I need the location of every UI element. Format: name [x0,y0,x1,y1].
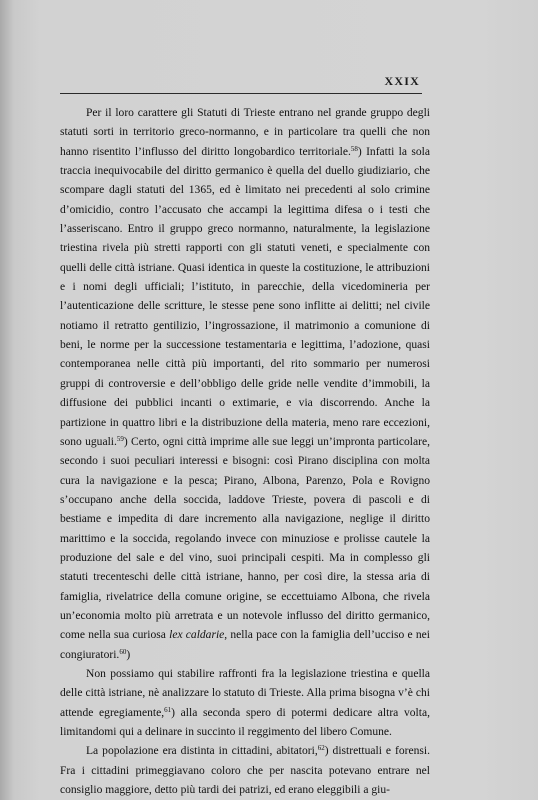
page-number: XXIX [384,74,420,88]
italic-term: lex caldarie [169,629,225,642]
footnote-ref-60: 60 [119,647,127,656]
paragraph-3 [60,742,430,800]
paragraph-2 [60,665,430,742]
text-segment: Non possiamo qui stabilire raffronti fra la legislazione triestina e quella delle città istriane, nè analizzare lo statuto di Trieste. Alla prima bisogna v’è chi attende egregiamente, [60,667,430,719]
text-segment: ) [126,648,131,661]
text-segment: ) Certo, ogni città imprime alle sue leggi un’impronta particolare, secondo i suoi peculiari interessi e bisogni: così Pirano disciplina con molta cura la navigazione e la pesca; Pirano, Albona, Parenzo, Pola e Rovigno s’occupano anche della soccida, laddove Trieste, povera di pascoli e di bestiame e impedita di dare incremento alla navigazione, neglige il diritto marittimo e la soccida, regolando invece con minuziose e prolisse cautele la produzione del sale e del vino, suoi principali cespiti. Ma in complesso gli statuti trecenteschi delle città istriane, hanno, per così dire, la stessa aria di famiglia, rivelatrice della comune origine, se eccettuiamo Albona, che rivela un’economia molto più arretrata e un notevole influsso del diritto germanico, come nella sua curiosa [60,435,430,642]
body-text [60,104,430,800]
footnote-ref-62: 62 [317,744,325,753]
footnote-ref-61: 61 [164,705,172,714]
text-segment: La popolazione era distinta in cittadini, abitatori, [86,745,318,758]
text-segment: , nella pace con la famiglia dell’ucciso e nei congiuratori. [60,629,430,661]
header-rule [60,93,422,94]
text-segment: Per il loro carattere gli Statuti di Trieste entrano nel grande gruppo degli statuti sorti in territorio greco-normanno, e in particolare tra quelli che non hanno risentito l’influsso del diritto longobardico territoriale. [60,107,430,158]
footnote-ref-59: 59 [116,434,124,443]
text-segment: ) Infatti la sola traccia inequivocabile del diritto germanico è quella del duello giudiziario, che scompare dagli statuti del 1365, ed è limitato nei precedenti al solo crimine d’omicidio, contro l’accusato che accampi la legittima difesa o i testi che l’asseriscano. Entro il gruppo greco normanno, naturalmente, la legislazione triestina rivela più stretti rapporti con gli statuti veneti, e specialmente con quelli delle città istriane. Quasi identica in queste la costituzione, le attribuzioni e i nomi degli ufficiali; l’istituto, in parecchie, della vicedomineria per l’autenticazione delle scritture, le stesse pene sono inflitte ai delitti; nel civile notiamo il retratto gentilizio, l’ingrossazione, il matrimonio a comunione di beni, le norme per la successione testamentaria e legittima, l’adozione, quasi contemporanea nelle città più importanti, del rito sommario per numerosi gruppi di controversie e dell’obbligo delle gride nelle vendite d’immobili, la diffusione dei pubblici incanti o extimarie, e via discorrendo. Anche la partizione in quattro libri e la distribuzione della materia, meno rare eccezioni, sono uguali. [60,145,431,448]
text-segment: ) distrettuali e forensi. Fra i cittadini primeggiavano coloro che per nascita potevano entrare nel consiglio maggiore, detto più tardi dei patrizi, ed erano eleggibili a giu- [60,745,430,797]
paragraph-1 [60,104,430,665]
footnote-ref-58: 58 [350,144,358,153]
text-segment: ) alla seconda spero di potermi dedicare altra volta, limitandomi qui a delinare in succinto il reggimento del libero Comune. [60,706,430,738]
